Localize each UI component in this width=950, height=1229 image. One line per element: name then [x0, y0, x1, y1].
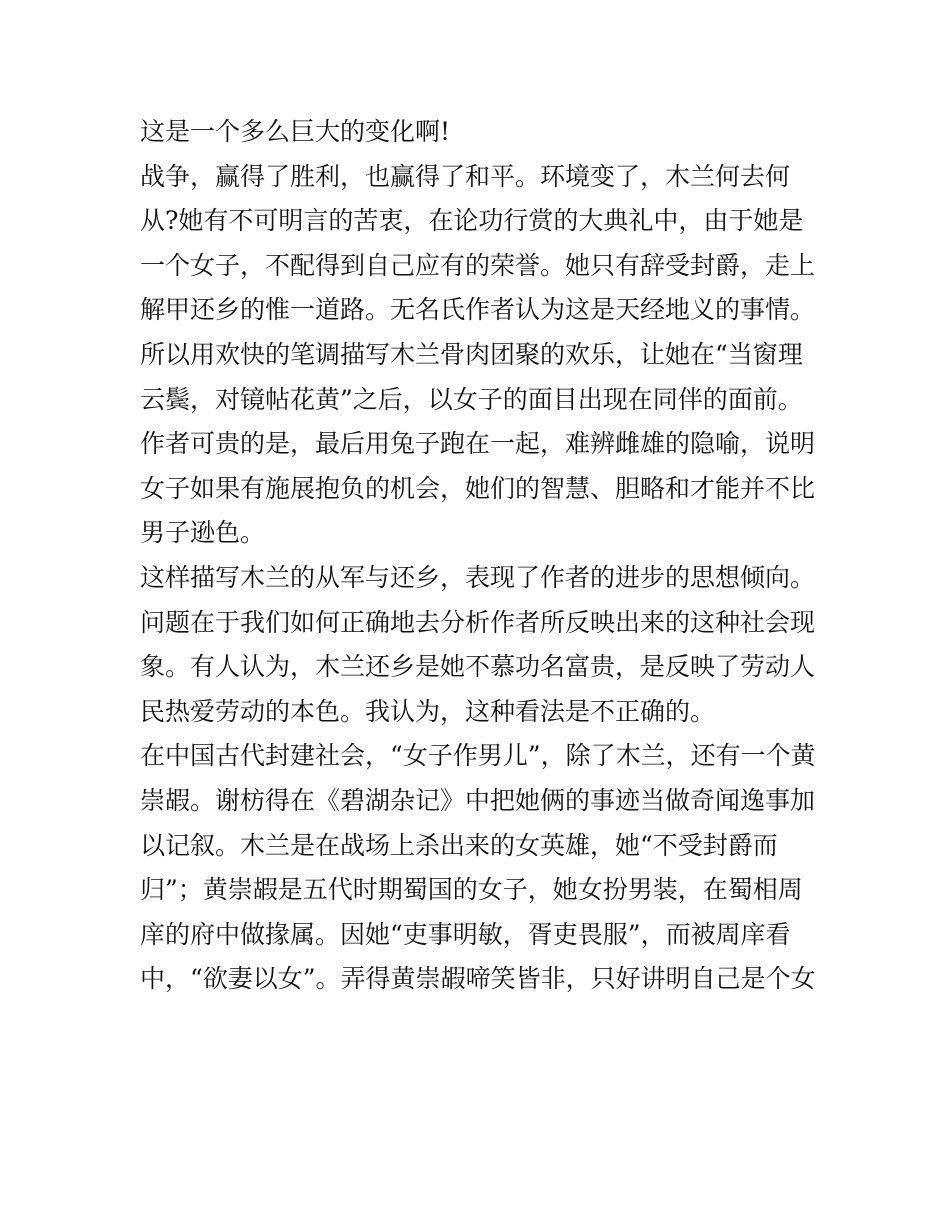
text-line-18: 归”；黄崇嘏是五代时期蜀国的女子，她女扮男装，在蜀相周: [140, 875, 803, 905]
text-line-7: 云鬓，对镜帖花黄”之后，以女子的面目出现在同伴的面前。: [140, 384, 803, 414]
text-line-10: 男子逊色。: [140, 518, 266, 548]
text-line-17: 以记叙。木兰是在战场上杀出来的女英雄，她“不受封爵而: [140, 830, 778, 860]
text-line-2: 战争，赢得了胜利，也赢得了和平。环境变了，木兰何去何: [140, 161, 791, 191]
text-line-14: 民热爱劳动的本色。我认为，这种看法是不正确的。: [140, 696, 716, 726]
text-line-3: 从?她有不可明言的苦衷，在论功行赏的大典礼中，由于她是: [140, 206, 804, 236]
text-line-4: 一个女子，不配得到自己应有的荣誉。她只有辞受封爵，走上: [140, 250, 816, 280]
text-line-12: 问题在于我们如何正确地去分析作者所反映出来的这种社会现: [140, 607, 816, 637]
text-line-20: 中，“欲妻以女”。弄得黄崇嘏啼笑皆非，只好讲明自己是个女: [140, 964, 816, 994]
text-line-11: 这样描写木兰的从军与还乡，表现了作者的进步的思想倾向。: [140, 562, 816, 592]
text-line-15: 在中国古代封建社会，“女子作男儿”，除了木兰，还有一个黄: [140, 741, 816, 771]
text-line-5: 解甲还乡的惟一道路。无名氏作者认为这是天经地义的事情。: [140, 295, 816, 325]
text-line-19: 庠的府中做掾属。因她“吏事明敏，胥吏畏服”，而被周庠看: [140, 919, 791, 949]
text-line-16: 崇嘏。谢枋得在《碧湖杂记》中把她俩的事迹当做奇闻逸事加: [140, 785, 816, 815]
document-body: [140, 110, 820, 1002]
text-line-9: 女子如果有施展抱负的机会，她们的智慧、胆略和才能并不比: [140, 473, 816, 503]
text-line-1: 这是一个多么巨大的变化啊!: [140, 117, 451, 146]
text-line-13: 象。有人认为，木兰还乡是她不慕功名富贵，是反映了劳动人: [140, 652, 816, 682]
text-line-8: 作者可贵的是，最后用兔子跑在一起，难辨雌雄的隐喻，说明: [140, 429, 816, 459]
text-line-6: 所以用欢快的笔调描写木兰骨肉团聚的欢乐，让她在“当窗理: [140, 339, 803, 369]
